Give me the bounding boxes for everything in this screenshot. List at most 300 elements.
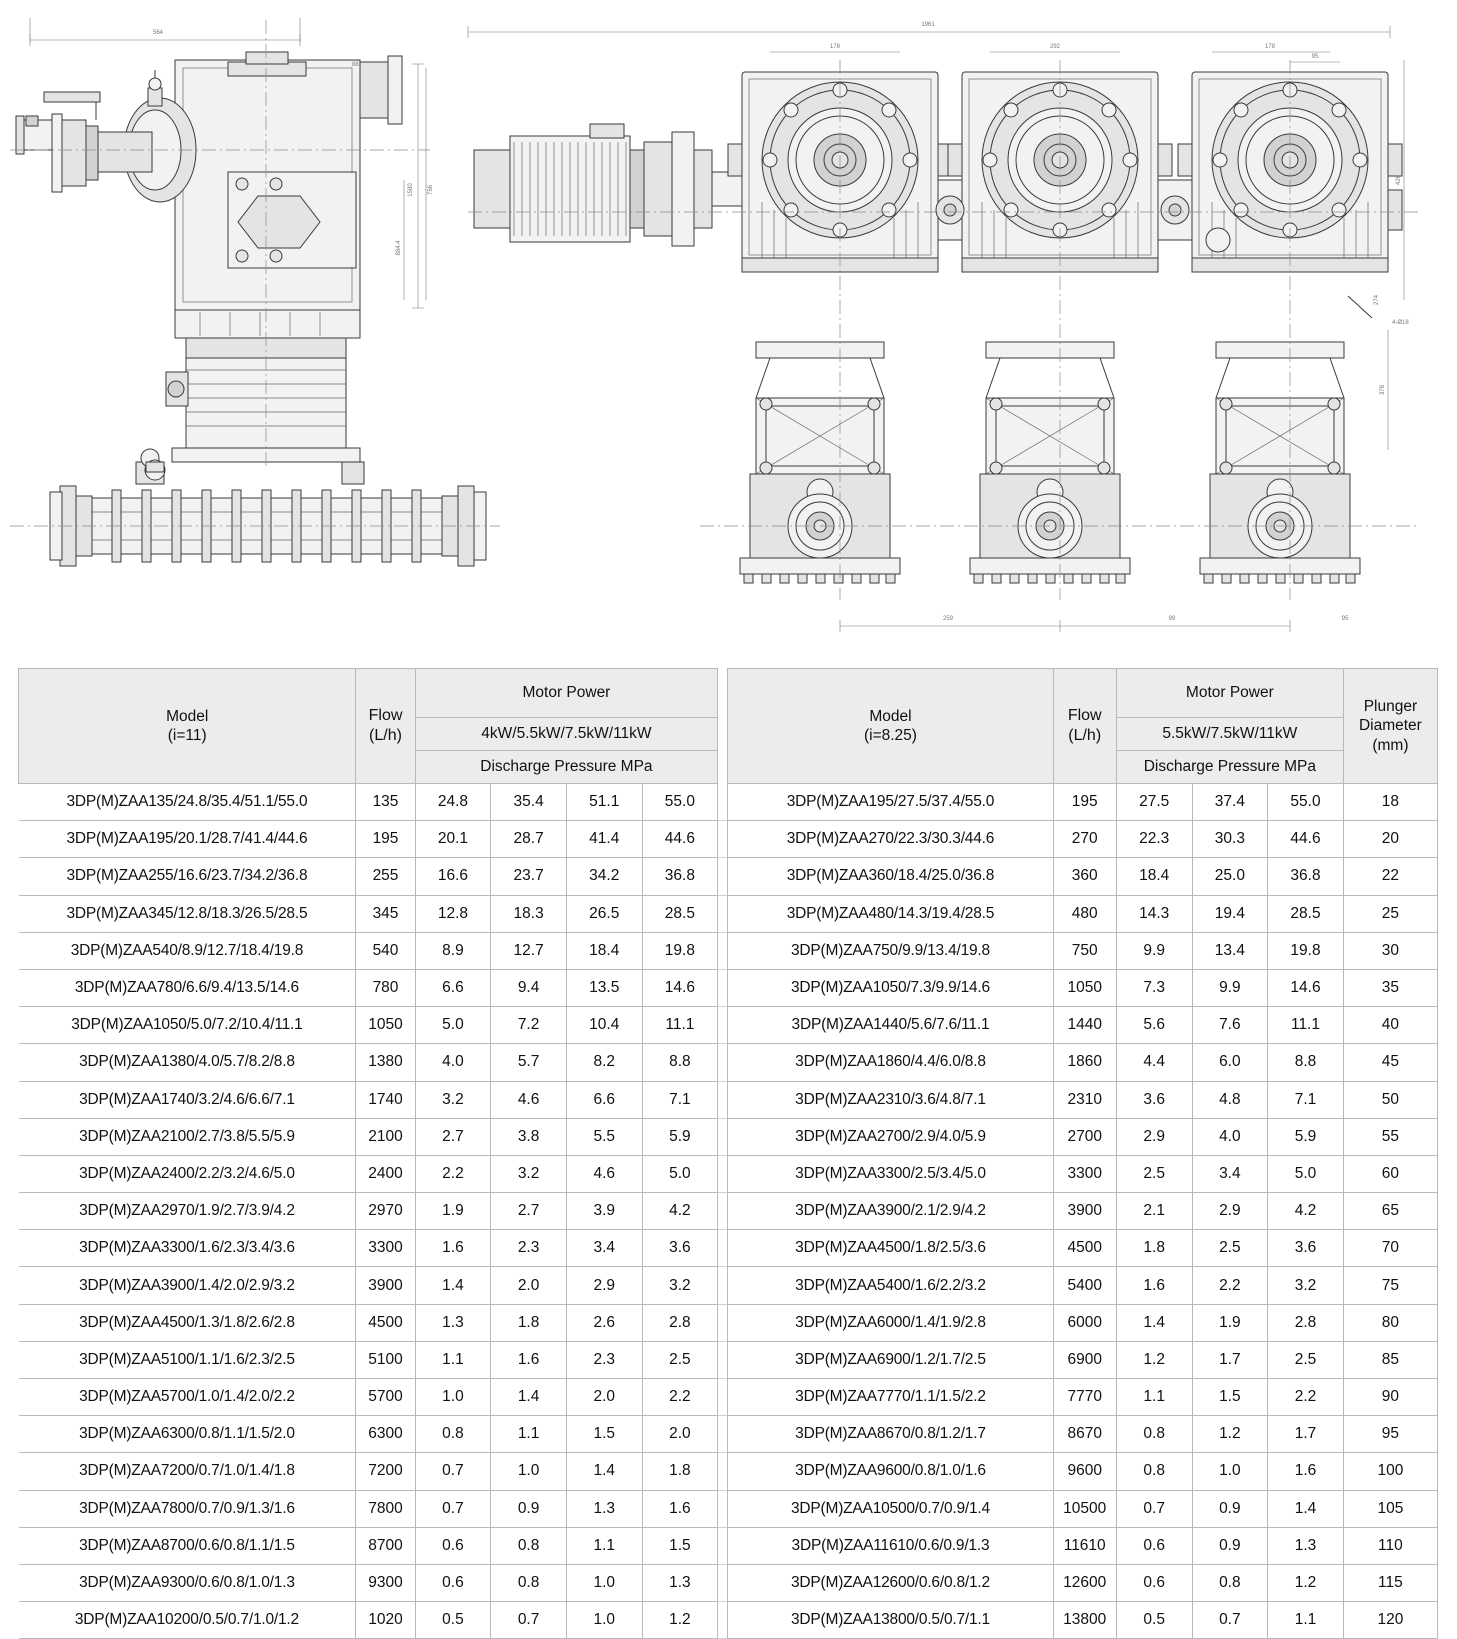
- row-pressure-2: 7.2: [491, 1007, 567, 1044]
- row-model-right: 3DP(M)ZAA1050/7.3/9.9/14.6: [728, 969, 1053, 1006]
- row-pressure-r1: 0.7: [1116, 1490, 1192, 1527]
- svg-text:1580: 1580: [408, 183, 414, 197]
- row-flow-right: 270: [1053, 821, 1116, 858]
- header-motor-power-values-right: 5.5kW/7.5kW/11kW: [1116, 718, 1343, 751]
- row-flow-right: 4500: [1053, 1230, 1116, 1267]
- row-plunger-diameter: 20: [1343, 821, 1437, 858]
- header-flow-right-line1: Flow: [1067, 707, 1102, 724]
- table-row: [19, 1081, 1438, 1118]
- row-pressure-r2: 1.0: [1192, 1453, 1268, 1490]
- row-model-right: 3DP(M)ZAA480/14.3/19.4/28.5: [728, 895, 1053, 932]
- row-model-right: 3DP(M)ZAA6000/1.4/1.9/2.8: [728, 1304, 1053, 1341]
- row-model-left: 3DP(M)ZAA6300/0.8/1.1/1.5/2.0: [19, 1416, 356, 1453]
- table-row: [19, 1118, 1438, 1155]
- row-flow-right: 480: [1053, 895, 1116, 932]
- table-row: [19, 1602, 1438, 1639]
- row-model-left: 3DP(M)ZAA7200/0.7/1.0/1.4/1.8: [19, 1453, 356, 1490]
- row-plunger-diameter: 30: [1343, 932, 1437, 969]
- row-pressure-r2: 2.2: [1192, 1267, 1268, 1304]
- row-pressure-r2: 4.0: [1192, 1118, 1268, 1155]
- header-model-left-line2: (i=11): [167, 727, 207, 744]
- row-pressure-2: 18.3: [491, 895, 567, 932]
- row-pressure-r2: 13.4: [1192, 932, 1268, 969]
- svg-text:1961: 1961: [921, 22, 935, 28]
- row-plunger-diameter: 110: [1343, 1527, 1437, 1564]
- header-plunger-line1: Plunger: [1363, 697, 1418, 715]
- row-pressure-r3: 44.6: [1268, 821, 1344, 858]
- row-pressure-2: 9.4: [491, 969, 567, 1006]
- row-pressure-4: 5.9: [642, 1118, 718, 1155]
- row-pressure-3: 8.2: [566, 1044, 642, 1081]
- header-flow-left: [356, 669, 415, 784]
- row-pressure-3: 1.3: [566, 1490, 642, 1527]
- row-pressure-2: 23.7: [491, 858, 567, 895]
- row-pressure-3: 1.1: [566, 1527, 642, 1564]
- row-pressure-r1: 0.6: [1116, 1527, 1192, 1564]
- front-view-triple-pump-assembly: [468, 22, 1420, 632]
- row-pressure-2: 0.8: [491, 1527, 567, 1564]
- row-model-right: 3DP(M)ZAA13800/0.5/0.7/1.1: [728, 1602, 1053, 1639]
- row-pressure-r3: 2.8: [1268, 1304, 1344, 1341]
- svg-text:426: 426: [1396, 174, 1402, 186]
- row-flow-right: 5400: [1053, 1267, 1116, 1304]
- row-pressure-r2: 0.9: [1192, 1490, 1268, 1527]
- row-pressure-1: 0.6: [415, 1564, 491, 1601]
- row-separator: [718, 1564, 728, 1601]
- row-pressure-r1: 2.5: [1116, 1155, 1192, 1192]
- row-model-right: 3DP(M)ZAA360/18.4/25.0/36.8: [728, 858, 1053, 895]
- row-flow-left: 7200: [356, 1453, 415, 1490]
- svg-text:564: 564: [152, 30, 164, 36]
- row-plunger-diameter: 85: [1343, 1341, 1437, 1378]
- row-pressure-1: 1.9: [415, 1193, 491, 1230]
- row-pressure-r3: 5.9: [1268, 1118, 1344, 1155]
- row-pressure-r1: 4.4: [1116, 1044, 1192, 1081]
- row-pressure-2: 12.7: [491, 932, 567, 969]
- table-row: [19, 1007, 1438, 1044]
- row-pressure-4: 2.0: [642, 1416, 718, 1453]
- row-plunger-diameter: 80: [1343, 1304, 1437, 1341]
- row-pressure-r1: 1.6: [1116, 1267, 1192, 1304]
- row-pressure-r3: 1.6: [1268, 1453, 1344, 1490]
- row-pressure-3: 34.2: [566, 858, 642, 895]
- row-flow-left: 255: [356, 858, 415, 895]
- row-pressure-1: 2.2: [415, 1155, 491, 1192]
- row-pressure-1: 16.6: [415, 858, 491, 895]
- row-separator: [718, 821, 728, 858]
- row-pressure-2: 0.7: [491, 1602, 567, 1639]
- row-pressure-2: 28.7: [491, 821, 567, 858]
- row-plunger-diameter: 90: [1343, 1379, 1437, 1416]
- row-flow-left: 9300: [356, 1564, 415, 1601]
- row-pressure-3: 2.0: [566, 1379, 642, 1416]
- row-model-left: 3DP(M)ZAA195/20.1/28.7/41.4/44.6: [19, 821, 356, 858]
- row-pressure-r1: 0.8: [1116, 1453, 1192, 1490]
- row-pressure-3: 4.6: [566, 1155, 642, 1192]
- row-pressure-1: 20.1: [415, 821, 491, 858]
- row-pressure-r2: 30.3: [1192, 821, 1268, 858]
- table-row: [19, 1044, 1438, 1081]
- row-pressure-1: 0.8: [415, 1416, 491, 1453]
- row-pressure-3: 10.4: [566, 1007, 642, 1044]
- svg-text:4-Ø18: 4-Ø18: [1392, 320, 1409, 326]
- row-pressure-r1: 0.5: [1116, 1602, 1192, 1639]
- row-pressure-4: 1.2: [642, 1602, 718, 1639]
- row-plunger-diameter: 45: [1343, 1044, 1437, 1081]
- row-pressure-4: 14.6: [642, 969, 718, 1006]
- row-flow-left: 7800: [356, 1490, 415, 1527]
- table-row: [19, 932, 1438, 969]
- row-model-left: 3DP(M)ZAA345/12.8/18.3/26.5/28.5: [19, 895, 356, 932]
- row-pressure-3: 3.9: [566, 1193, 642, 1230]
- row-pressure-3: 18.4: [566, 932, 642, 969]
- row-pressure-4: 3.2: [642, 1267, 718, 1304]
- row-pressure-4: 7.1: [642, 1081, 718, 1118]
- row-pressure-r3: 1.2: [1268, 1564, 1344, 1601]
- row-flow-left: 3900: [356, 1267, 415, 1304]
- row-pressure-3: 3.4: [566, 1230, 642, 1267]
- row-pressure-1: 3.2: [415, 1081, 491, 1118]
- row-separator: [718, 1490, 728, 1527]
- row-model-right: 3DP(M)ZAA750/9.9/13.4/19.8: [728, 932, 1053, 969]
- row-pressure-r1: 1.2: [1116, 1341, 1192, 1378]
- table-row: [19, 1453, 1438, 1490]
- row-separator: [718, 1007, 728, 1044]
- header-flow-right-line2: (L/h): [1068, 727, 1102, 744]
- row-pressure-2: 5.7: [491, 1044, 567, 1081]
- row-pressure-r2: 4.8: [1192, 1081, 1268, 1118]
- row-flow-right: 10500: [1053, 1490, 1116, 1527]
- table-row: [19, 1230, 1438, 1267]
- row-pressure-r2: 6.0: [1192, 1044, 1268, 1081]
- row-model-left: 3DP(M)ZAA540/8.9/12.7/18.4/19.8: [19, 932, 356, 969]
- row-separator: [718, 1416, 728, 1453]
- row-pressure-r1: 2.1: [1116, 1193, 1192, 1230]
- row-pressure-2: 3.2: [491, 1155, 567, 1192]
- table-column-separator: [718, 669, 728, 784]
- row-pressure-1: 1.4: [415, 1267, 491, 1304]
- row-flow-right: 360: [1053, 858, 1116, 895]
- table-row: [19, 1193, 1438, 1230]
- table-row: [19, 1490, 1438, 1527]
- side-view-single-pump: [10, 18, 500, 566]
- row-pressure-r2: 7.6: [1192, 1007, 1268, 1044]
- row-separator: [718, 1527, 728, 1564]
- row-flow-right: 195: [1053, 784, 1116, 821]
- row-flow-left: 1740: [356, 1081, 415, 1118]
- row-plunger-diameter: 105: [1343, 1490, 1437, 1527]
- row-pressure-1: 0.5: [415, 1602, 491, 1639]
- row-pressure-4: 36.8: [642, 858, 718, 895]
- row-pressure-3: 13.5: [566, 969, 642, 1006]
- table-row: [19, 1267, 1438, 1304]
- row-separator: [718, 1044, 728, 1081]
- row-pressure-3: 2.3: [566, 1341, 642, 1378]
- row-separator: [718, 1602, 728, 1639]
- table-header: [19, 669, 1438, 784]
- row-pressure-4: 2.8: [642, 1304, 718, 1341]
- row-model-left: 3DP(M)ZAA3300/1.6/2.3/3.4/3.6: [19, 1230, 356, 1267]
- row-pressure-r1: 7.3: [1116, 969, 1192, 1006]
- header-motor-power-left: Motor Power: [415, 669, 718, 718]
- row-pressure-r3: 1.4: [1268, 1490, 1344, 1527]
- svg-text:378: 378: [1380, 384, 1386, 396]
- row-pressure-1: 0.7: [415, 1453, 491, 1490]
- row-pressure-4: 19.8: [642, 932, 718, 969]
- header-discharge-pressure-left: Discharge Pressure MPa: [415, 751, 718, 784]
- row-pressure-r3: 7.1: [1268, 1081, 1344, 1118]
- row-flow-left: 345: [356, 895, 415, 932]
- row-pressure-r1: 27.5: [1116, 784, 1192, 821]
- row-flow-left: 135: [356, 784, 415, 821]
- row-pressure-r1: 1.1: [1116, 1379, 1192, 1416]
- row-pressure-1: 1.3: [415, 1304, 491, 1341]
- row-pressure-r1: 5.6: [1116, 1007, 1192, 1044]
- row-model-right: 3DP(M)ZAA5400/1.6/2.2/3.2: [728, 1267, 1053, 1304]
- row-flow-left: 1020: [356, 1602, 415, 1639]
- row-model-right: 3DP(M)ZAA3300/2.5/3.4/5.0: [728, 1155, 1053, 1192]
- row-separator: [718, 1081, 728, 1118]
- table-row: [19, 1416, 1438, 1453]
- row-separator: [718, 1230, 728, 1267]
- row-flow-left: 5100: [356, 1341, 415, 1378]
- row-separator: [718, 1379, 728, 1416]
- row-pressure-4: 3.6: [642, 1230, 718, 1267]
- header-flow-left-line1: Flow: [368, 707, 403, 724]
- header-motor-power-right: Motor Power: [1116, 669, 1343, 718]
- row-separator: [718, 858, 728, 895]
- row-pressure-4: 1.5: [642, 1527, 718, 1564]
- row-model-left: 3DP(M)ZAA1380/4.0/5.7/8.2/8.8: [19, 1044, 356, 1081]
- row-model-left: 3DP(M)ZAA10200/0.5/0.7/1.0/1.2: [19, 1602, 356, 1639]
- row-separator: [718, 895, 728, 932]
- row-pressure-r3: 36.8: [1268, 858, 1344, 895]
- row-flow-right: 6900: [1053, 1341, 1116, 1378]
- row-flow-right: 6000: [1053, 1304, 1116, 1341]
- row-pressure-1: 24.8: [415, 784, 491, 821]
- row-model-right: 3DP(M)ZAA195/27.5/37.4/55.0: [728, 784, 1053, 821]
- row-pressure-2: 0.8: [491, 1564, 567, 1601]
- row-pressure-4: 2.5: [642, 1341, 718, 1378]
- row-pressure-1: 6.6: [415, 969, 491, 1006]
- row-plunger-diameter: 50: [1343, 1081, 1437, 1118]
- row-pressure-r1: 22.3: [1116, 821, 1192, 858]
- table-row: [19, 1564, 1438, 1601]
- row-pressure-r1: 0.6: [1116, 1564, 1192, 1601]
- row-plunger-diameter: 35: [1343, 969, 1437, 1006]
- row-model-left: 3DP(M)ZAA2400/2.2/3.2/4.6/5.0: [19, 1155, 356, 1192]
- row-pressure-3: 2.9: [566, 1267, 642, 1304]
- row-flow-left: 2400: [356, 1155, 415, 1192]
- header-plunger-line3: (mm): [1372, 736, 1409, 754]
- row-flow-right: 2700: [1053, 1118, 1116, 1155]
- row-flow-left: 3300: [356, 1230, 415, 1267]
- row-separator: [718, 1341, 728, 1378]
- row-flow-right: 7770: [1053, 1379, 1116, 1416]
- row-model-right: 3DP(M)ZAA9600/0.8/1.0/1.6: [728, 1453, 1053, 1490]
- row-pressure-r1: 14.3: [1116, 895, 1192, 932]
- pump-specification-table: [18, 668, 1438, 1639]
- row-model-left: 3DP(M)ZAA5700/1.0/1.4/2.0/2.2: [19, 1379, 356, 1416]
- row-separator: [718, 784, 728, 821]
- row-pressure-r1: 9.9: [1116, 932, 1192, 969]
- row-pressure-2: 0.9: [491, 1490, 567, 1527]
- row-pressure-r3: 28.5: [1268, 895, 1344, 932]
- table-row: [19, 1379, 1438, 1416]
- table-body: [19, 784, 1438, 1639]
- row-pressure-r2: 1.5: [1192, 1379, 1268, 1416]
- row-pressure-2: 2.7: [491, 1193, 567, 1230]
- row-flow-left: 8700: [356, 1527, 415, 1564]
- row-pressure-r2: 0.8: [1192, 1564, 1268, 1601]
- row-pressure-4: 5.0: [642, 1155, 718, 1192]
- specification-table-wrapper: [18, 668, 1438, 1639]
- row-pressure-1: 5.0: [415, 1007, 491, 1044]
- row-pressure-4: 1.6: [642, 1490, 718, 1527]
- row-plunger-diameter: 75: [1343, 1267, 1437, 1304]
- row-plunger-diameter: 65: [1343, 1193, 1437, 1230]
- row-model-left: 3DP(M)ZAA2970/1.9/2.7/3.9/4.2: [19, 1193, 356, 1230]
- svg-text:99: 99: [1168, 616, 1176, 622]
- row-model-left: 3DP(M)ZAA9300/0.6/0.8/1.0/1.3: [19, 1564, 356, 1601]
- pump-assembly-drawing: [0, 0, 1457, 662]
- row-pressure-3: 2.6: [566, 1304, 642, 1341]
- row-pressure-3: 1.0: [566, 1602, 642, 1639]
- row-flow-right: 3300: [1053, 1155, 1116, 1192]
- row-model-right: 3DP(M)ZAA11610/0.6/0.9/1.3: [728, 1527, 1053, 1564]
- row-model-right: 3DP(M)ZAA2310/3.6/4.8/7.1: [728, 1081, 1053, 1118]
- row-pressure-4: 8.8: [642, 1044, 718, 1081]
- row-pressure-r1: 2.9: [1116, 1118, 1192, 1155]
- row-flow-right: 1440: [1053, 1007, 1116, 1044]
- row-flow-left: 1380: [356, 1044, 415, 1081]
- row-pressure-r3: 55.0: [1268, 784, 1344, 821]
- row-pressure-r2: 25.0: [1192, 858, 1268, 895]
- row-model-right: 3DP(M)ZAA3900/2.1/2.9/4.2: [728, 1193, 1053, 1230]
- header-model-right-line1: Model: [869, 707, 912, 725]
- row-flow-right: 12600: [1053, 1564, 1116, 1601]
- row-pressure-r2: 2.9: [1192, 1193, 1268, 1230]
- row-pressure-r3: 5.0: [1268, 1155, 1344, 1192]
- svg-text:95: 95: [1341, 616, 1349, 622]
- row-flow-left: 540: [356, 932, 415, 969]
- row-plunger-diameter: 18: [1343, 784, 1437, 821]
- row-pressure-r3: 14.6: [1268, 969, 1344, 1006]
- row-model-left: 3DP(M)ZAA135/24.8/35.4/51.1/55.0: [19, 784, 356, 821]
- row-pressure-r2: 1.2: [1192, 1416, 1268, 1453]
- row-pressure-r3: 19.8: [1268, 932, 1344, 969]
- row-pressure-1: 8.9: [415, 932, 491, 969]
- row-pressure-r2: 0.7: [1192, 1602, 1268, 1639]
- row-model-right: 3DP(M)ZAA7770/1.1/1.5/2.2: [728, 1379, 1053, 1416]
- row-pressure-4: 44.6: [642, 821, 718, 858]
- row-pressure-r2: 0.9: [1192, 1527, 1268, 1564]
- row-pressure-4: 2.2: [642, 1379, 718, 1416]
- row-pressure-2: 2.0: [491, 1267, 567, 1304]
- row-separator: [718, 1304, 728, 1341]
- row-plunger-diameter: 40: [1343, 1007, 1437, 1044]
- table-row: [19, 858, 1438, 895]
- row-pressure-3: 1.4: [566, 1453, 642, 1490]
- row-model-right: 3DP(M)ZAA1860/4.4/6.0/8.8: [728, 1044, 1053, 1081]
- header-flow-right: [1053, 669, 1116, 784]
- row-pressure-r3: 3.6: [1268, 1230, 1344, 1267]
- row-pressure-2: 3.8: [491, 1118, 567, 1155]
- row-model-right: 3DP(M)ZAA8670/0.8/1.2/1.7: [728, 1416, 1053, 1453]
- svg-text:884.4: 884.4: [396, 240, 402, 256]
- technical-drawing-area: [0, 0, 1457, 662]
- row-pressure-2: 35.4: [491, 784, 567, 821]
- row-plunger-diameter: 22: [1343, 858, 1437, 895]
- row-pressure-r2: 37.4: [1192, 784, 1268, 821]
- header-model-right-line2: (i=8.25): [863, 727, 917, 744]
- row-model-right: 3DP(M)ZAA6900/1.2/1.7/2.5: [728, 1341, 1053, 1378]
- svg-text:259: 259: [942, 616, 954, 622]
- row-pressure-r3: 11.1: [1268, 1007, 1344, 1044]
- row-pressure-r3: 2.2: [1268, 1379, 1344, 1416]
- row-flow-left: 6300: [356, 1416, 415, 1453]
- row-pressure-3: 26.5: [566, 895, 642, 932]
- svg-text:292: 292: [1049, 44, 1061, 50]
- header-discharge-pressure-right: Discharge Pressure MPa: [1116, 751, 1343, 784]
- row-pressure-r1: 1.4: [1116, 1304, 1192, 1341]
- svg-text:178: 178: [829, 44, 841, 50]
- row-pressure-1: 1.6: [415, 1230, 491, 1267]
- row-pressure-2: 1.0: [491, 1453, 567, 1490]
- row-pressure-2: 1.4: [491, 1379, 567, 1416]
- row-flow-left: 195: [356, 821, 415, 858]
- row-flow-left: 780: [356, 969, 415, 1006]
- row-model-right: 3DP(M)ZAA12600/0.6/0.8/1.2: [728, 1564, 1053, 1601]
- row-plunger-diameter: 60: [1343, 1155, 1437, 1192]
- row-flow-right: 1050: [1053, 969, 1116, 1006]
- row-plunger-diameter: 115: [1343, 1564, 1437, 1601]
- row-model-right: 3DP(M)ZAA10500/0.7/0.9/1.4: [728, 1490, 1053, 1527]
- header-motor-power-values-left: 4kW/5.5kW/7.5kW/11kW: [415, 718, 718, 751]
- header-model-right: [728, 669, 1053, 784]
- row-pressure-r2: 1.7: [1192, 1341, 1268, 1378]
- header-model-left-line1: Model: [166, 707, 209, 725]
- table-row: [19, 821, 1438, 858]
- row-pressure-r3: 1.7: [1268, 1416, 1344, 1453]
- row-pressure-r3: 3.2: [1268, 1267, 1344, 1304]
- row-separator: [718, 1267, 728, 1304]
- row-pressure-3: 1.0: [566, 1564, 642, 1601]
- row-model-left: 3DP(M)ZAA8700/0.6/0.8/1.1/1.5: [19, 1527, 356, 1564]
- row-flow-right: 11610: [1053, 1527, 1116, 1564]
- row-model-right: 3DP(M)ZAA1440/5.6/7.6/11.1: [728, 1007, 1053, 1044]
- row-pressure-4: 1.3: [642, 1564, 718, 1601]
- table-row: [19, 1527, 1438, 1564]
- row-separator: [718, 1118, 728, 1155]
- row-plunger-diameter: 25: [1343, 895, 1437, 932]
- row-model-left: 3DP(M)ZAA255/16.6/23.7/34.2/36.8: [19, 858, 356, 895]
- row-plunger-diameter: 55: [1343, 1118, 1437, 1155]
- row-model-left: 3DP(M)ZAA3900/1.4/2.0/2.9/3.2: [19, 1267, 356, 1304]
- svg-text:178: 178: [1264, 44, 1276, 50]
- row-flow-right: 3900: [1053, 1193, 1116, 1230]
- svg-text:274: 274: [1374, 294, 1380, 306]
- row-pressure-1: 0.7: [415, 1490, 491, 1527]
- row-model-left: 3DP(M)ZAA780/6.6/9.4/13.5/14.6: [19, 969, 356, 1006]
- svg-text:95: 95: [1311, 54, 1319, 60]
- row-model-left: 3DP(M)ZAA7800/0.7/0.9/1.3/1.6: [19, 1490, 356, 1527]
- row-pressure-1: 4.0: [415, 1044, 491, 1081]
- row-pressure-r3: 2.5: [1268, 1341, 1344, 1378]
- row-pressure-2: 1.6: [491, 1341, 567, 1378]
- row-flow-left: 5700: [356, 1379, 415, 1416]
- row-separator: [718, 1453, 728, 1490]
